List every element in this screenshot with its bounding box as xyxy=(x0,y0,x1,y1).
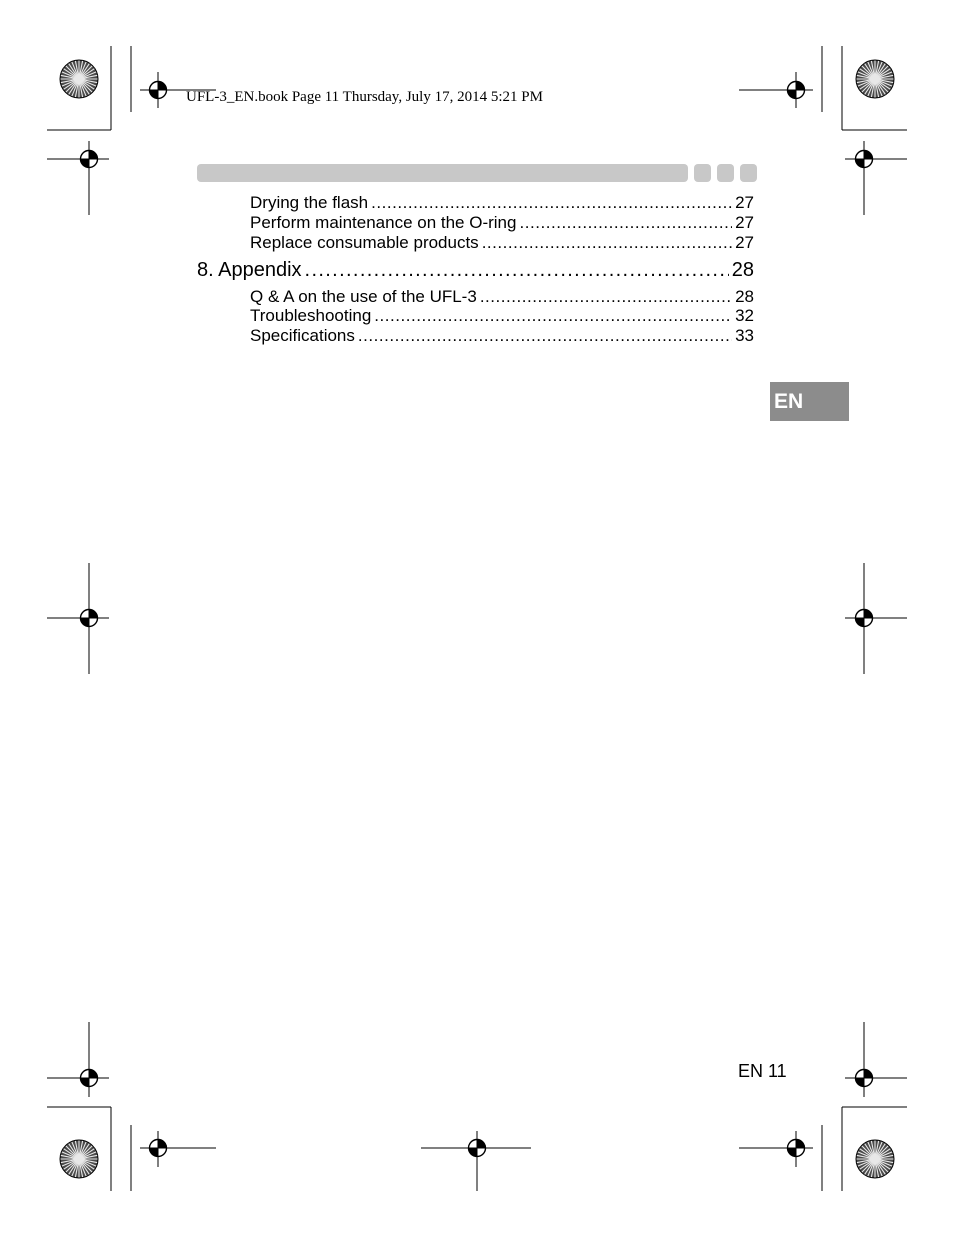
toc-entry-title: Q & A on the use of the UFL-3 xyxy=(250,287,477,306)
dot-leader xyxy=(519,213,732,233)
toc-entry xyxy=(250,326,754,346)
toc-entry-page: 28 xyxy=(735,287,754,306)
toc-entry xyxy=(250,287,754,307)
dot-leader xyxy=(305,258,729,282)
dot-leader xyxy=(371,193,732,213)
toc-entry-title: Perform maintenance on the O-ring xyxy=(250,213,517,232)
dot-leader xyxy=(358,326,732,346)
toc-entry-page: 27 xyxy=(735,233,754,252)
toc-entry xyxy=(250,213,754,233)
toc-entry-title: Replace consumable products xyxy=(250,233,479,252)
toc-entry-page: 27 xyxy=(735,213,754,232)
dot-leader xyxy=(374,306,732,326)
toc-chapter-page: 28 xyxy=(731,259,754,281)
toc-chapter-title: 8. Appendix xyxy=(197,259,302,281)
language-tab: EN xyxy=(770,382,849,421)
toc-entry-title: Drying the flash xyxy=(250,193,369,212)
toc-entry-title: Specifications xyxy=(250,326,355,345)
dot-leader xyxy=(482,233,732,253)
toc-entry xyxy=(250,193,754,213)
page-number: EN 11 xyxy=(738,1061,787,1081)
toc-entry-title: Troubleshooting xyxy=(250,306,372,325)
toc-entry-page: 27 xyxy=(735,193,754,212)
dot-leader xyxy=(480,287,732,307)
print-header-line: UFL-3_EN.book Page 11 Thursday, July 17, 2014 5:21 PM xyxy=(186,89,543,105)
toc-entry xyxy=(250,306,754,326)
toc-entry-page: 33 xyxy=(735,326,754,345)
toc-entry-page: 32 xyxy=(735,306,754,325)
toc-chapter-entry xyxy=(197,258,754,282)
toc-entry xyxy=(250,233,754,253)
